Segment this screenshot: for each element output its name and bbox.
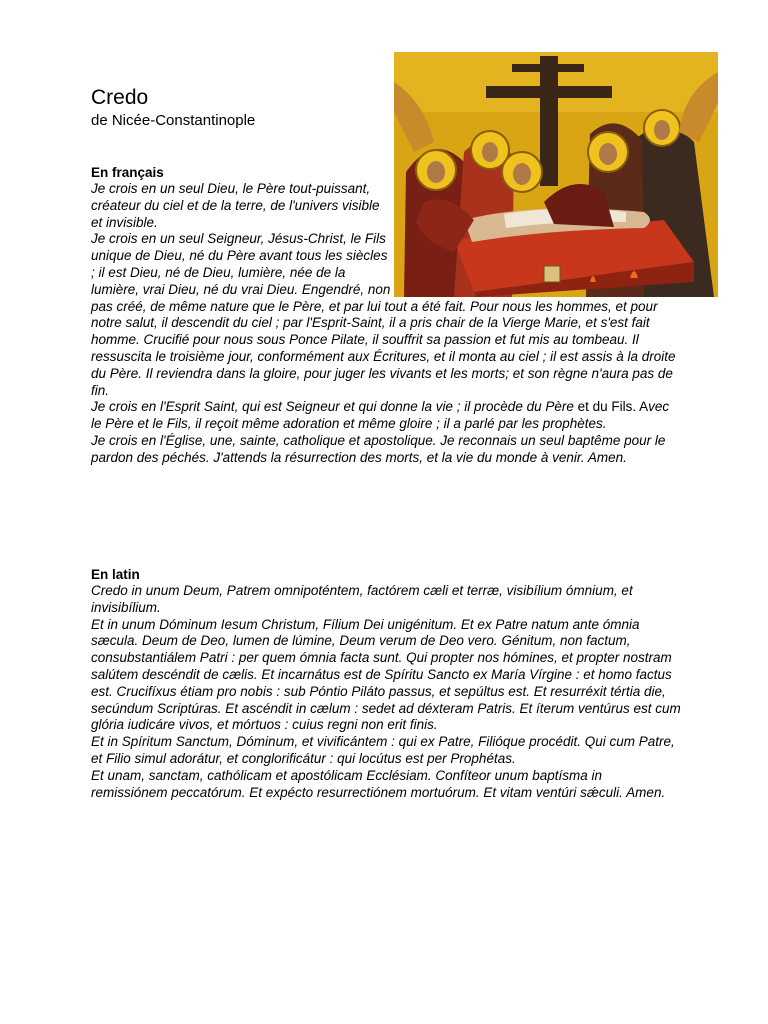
french-paragraph-1: Je crois en un seul Dieu, le Père tout-puissant, créateur du ciel et de la terre, de l'univers visible et invisible. xyxy=(91,181,380,230)
latin-section xyxy=(91,566,681,801)
page-subtitle: de Nicée-Constantinople xyxy=(91,112,256,129)
french-paragraph-3 xyxy=(91,399,681,433)
french-paragraph-4: Je crois en l'Église, une, sainte, catholique et apostolique. Je reconnais un seul baptême pour le pardon des péchés. J'attends la résurrection des morts, et la vie du monde à venir. Amen. xyxy=(91,432,666,465)
french-p3-start: Je crois en l'Esprit Saint, qui est Seigneur et qui donne la vie ; il procède du Père xyxy=(91,399,578,415)
latin-paragraph-4: Et unam, sanctam, cathólicam et apostólicam Ecclésiam. Confíteor unum baptísma in remissiónem peccatórum. Et expécto resurrectiónem mortuórum. Et vitam ventúri sǽculi. Amen. xyxy=(91,767,666,800)
french-p3-end: vec le Père et le Fils, il reçoit même adoration et même gloire ; il a parlé par les prophètes. xyxy=(91,399,670,432)
french-section xyxy=(91,164,681,467)
french-p3-upright: et du Fils. A xyxy=(577,399,649,415)
latin-paragraph-2: Et in unum Dóminum Iesum Christum, Fílium Dei unigénitum. Et ex Patre natum ante ómnia sæcula. Deum de Deo, lumen de lúmine, Deum verum de Deo vero. Génitum, non factum, consubstantiálem Patri : per quem ómnia facta sunt. Qui propter nos hómines, et propter nostram salútem descéndit de cælis. Et incarnátus est de Spíritu Sancto ex María Vírgine : et homo factus est. Crucifíxus étiam pro nobis : sub Póntio Piláto passus, et sepúltus est. Et resurréxit tértia die, secúndum Scriptúras. Et ascéndit in cælum : sedet ad déxteram Patris. Et íterum ventúrus est cum glória iudicáre vivos, et mórtuos : cuius regni non erit finis. xyxy=(91,616,681,733)
latin-paragraph-3: Et in Spíritum Sanctum, Dóminum, et vivificántem : qui ex Patre, Filióque procédit. Qui cum Patre, et Filio simul adorátur, et conglorificátur : qui locútus est per Prophétas. xyxy=(91,734,675,766)
page-title: Credo xyxy=(91,86,149,109)
latin-paragraph-1: Credo in unum Deum, Patrem omnipoténtem, factórem cæli et terræ, visibílium ómnium, et invisibílium. xyxy=(91,583,633,615)
french-heading: En français xyxy=(91,165,164,180)
latin-heading: En latin xyxy=(91,567,140,582)
french-paragraph-2: Je crois en un seul Seigneur, Jésus-Christ, le Fils unique de Dieu, né du Père avant tous les siècles ; il est Dieu, né de Dieu, lumière, née de la lumière, vrai Dieu, né du vrai Dieu. Engendré, non pas créé, de même nature que le Père, et par lui tout a été fait. Pour nous les hommes, et pour notre salut, il descendit du ciel ; par l'Esprit-Saint, il a pris chair de la Vierge Marie, et s'est fait homme. Crucifié pour nous sous Ponce Pilate, il souffrit sa passion et fut mis au tombeau. Il ressuscita le troisième jour, conformément aux Écritures, et il monta au ciel ; il est assis à la droite du Père. Il reviendra dans la gloire, pour juger les vivants et les morts; et son règne n'aura pas de fin. xyxy=(91,231,676,398)
image-float-spacer xyxy=(391,164,681,298)
